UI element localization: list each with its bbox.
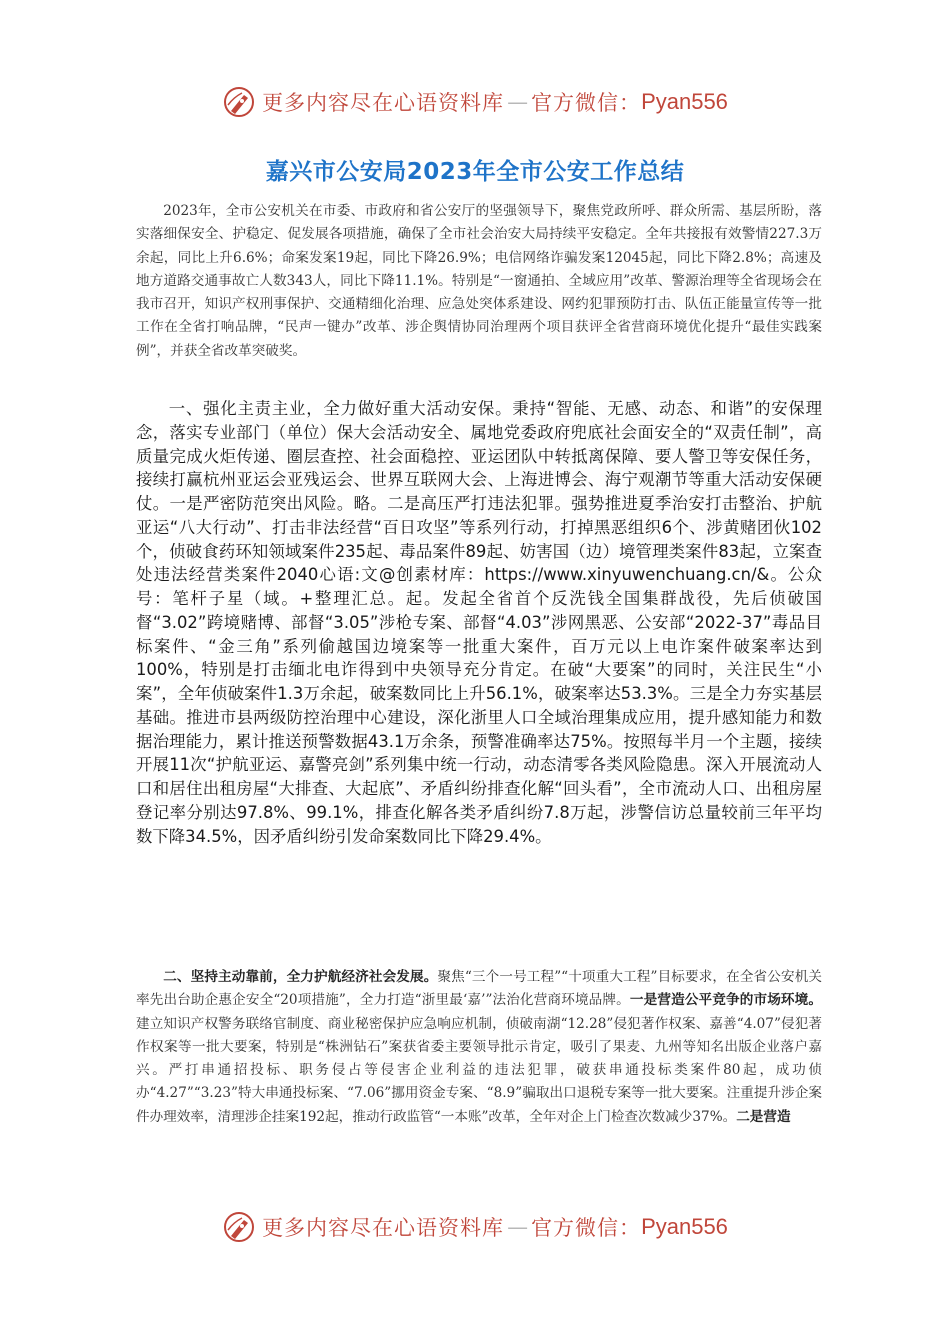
section-two-paragraph (136, 966, 822, 1129)
intro-paragraph: 2023年，全市公安机关在市委、市政府和省公安厅的坚强领导下，聚焦党政所呼、群众所需、基层所盼，落实落细保安全、护稳定、促发展各项措施，确保了全市社会治安大局持续平安稳定。全年共接报有效警情227.3万余起，同比上升6.6%；命案发案19起，同比下降26.9%；电信网络诈骗发案12045起，同比下降2.8%；高速及地方道路交通事故亡人数343人，同比下降11.1%。特别是“一窗通拍、全域应用”改革、警源治理等全省现场会在我市召开，知识产权刑事保护、交通精细化治理、应急处突体系建设、网约犯罪预防打击、队伍正能量宣传等一批工作在全省打响品牌，“民声一键办”改革、涉企舆情协同治理两个项目获评全省营商环境优化提升“最佳实践案例”，并获全省改革突破奖。 (136, 203, 822, 359)
watermark-wechat-id: Pyan556 (641, 89, 728, 114)
watermark-suffix: 官方微信： (531, 1216, 642, 1240)
watermark-suffix: 官方微信： (531, 91, 642, 115)
watermark-text: 更多内容尽在心语资料库 (262, 1216, 505, 1240)
watermark-separator: — (507, 1215, 529, 1239)
section-two-heading: 二、坚持主动靠前，全力护航经济社会发展。 (163, 969, 438, 985)
section-two-text-c: 建立知识产权警务联络官制度、商业秘密保护应急响应机制，侦破南湖“12.28”侵犯著作权案、嘉善“4.07”侵犯著作权案等一批大要案，特别是“株洲钻石”案获省委主要领导批示肯定，吸引了果麦、九州等知名出版企业落户嘉兴。严打串通招投标、职务侵占等侵害企业利益的违法犯罪，破获串通投标类案件80起，成功侦办“4.27”“3.23”特大串通投标案、“7.06”挪用资金专案、“8.9”骗取出口退税专案等一批大要案。注重提升涉企案件办理效率，清理涉企挂案192起，推动行政监管“一本账”改革，全年对企上门检查次数减少37%。 (136, 1015, 822, 1125)
pen-nib-logo-icon (222, 85, 256, 119)
watermark-text: 更多内容尽在心语资料库 (262, 91, 505, 115)
pen-nib-logo-icon (222, 1210, 256, 1244)
section-two-point-two: 二是营造 (736, 1108, 791, 1125)
footer-watermark (0, 1209, 950, 1245)
section-two-text-a: 聚焦“三个一号工程”“十项重大工程”目标要求，在全省公安机关率先出台助企惠企安全“20项措施”，全力打造“浙里最‘嘉’”法治化营商环境品牌。 (136, 969, 822, 1009)
section-one-paragraph: 一、强化主责主业，全力做好重大活动安保。秉持“智能、无感、动态、和谐”的安保理念，落实专业部门（单位）保大会活动安全、属地党委政府兜底社会面安全的“双责任制”，高质量完成火炬传递、圈层查控、社会面稳控、亚运团队中转抵离保障、要人警卫等安保任务，接续打赢杭州亚运会亚残运会、世界互联网大会、上海进博会、海宁观潮节等重大活动安保硬仗。一是严密防范突出风险。略。二是高压严打违法犯罪。强势推进夏季治安打击整治、护航亚运“八大行动”、打击非法经营“百日攻坚”等系列行动，打掉黑恶组织6个、涉黄赌团伙102个，侦破食药环知领域案件235起、毒品案件89起、妨害国（边）境管理类案件83起，立案查处违法经营类案件2040心语:文@创素材库：https://www.xinyuwenchuang.cn/&。公众号：笔杆子星（域。+整理汇总。起。发起全省首个反洗钱全国集群战役，先后侦破国督“3.02”跨境赌博、部督“3.05”涉枪专案、部督“4.03”涉网黑恶、公安部“2022-37”毒品目标案件、“金三角”系列偷越国边境案等一批重大案件，百万元以上电诈案件破案率达到100%，特别是打击缅北电诈得到中央领导充分肯定。在破“大要案”的同时，关注民生“小案”，全年侦破案件1.3万余起，破案数同比上升56.1%，破案率达53.3%。三是全力夯实基层基础。推进市县两级防控治理中心建设，深化浙里人口全域治理集成应用，提升感知能力和数据治理能力，累计推送预警数据43.1万余条，预警准确率达75%。按照每半月一个主题，接续开展11次“护航亚运、嘉警亮剑”系列集中统一行动，动态清零各类风险隐患。深入开展流动人口和居住出租房屋“大排查、大起底”、矛盾纠纷排查化解“回头看”，全市流动人口、出租房屋登记率分别达97.8%、99.1%，排查化解各类矛盾纠纷7.8万起，涉警信访总量较前三年平均数下降34.5%，因矛盾纠纷引发命案数同比下降29.4%。 (136, 399, 822, 846)
watermark-wechat-id: Pyan556 (641, 1214, 728, 1239)
document-title: 嘉兴市公安局2023年全市公安工作总结 (265, 159, 685, 185)
section-two-point-one: 一是营造公平竞争的市场环境。 (629, 992, 822, 1009)
header-watermark (0, 84, 950, 120)
watermark-separator: — (507, 90, 529, 114)
